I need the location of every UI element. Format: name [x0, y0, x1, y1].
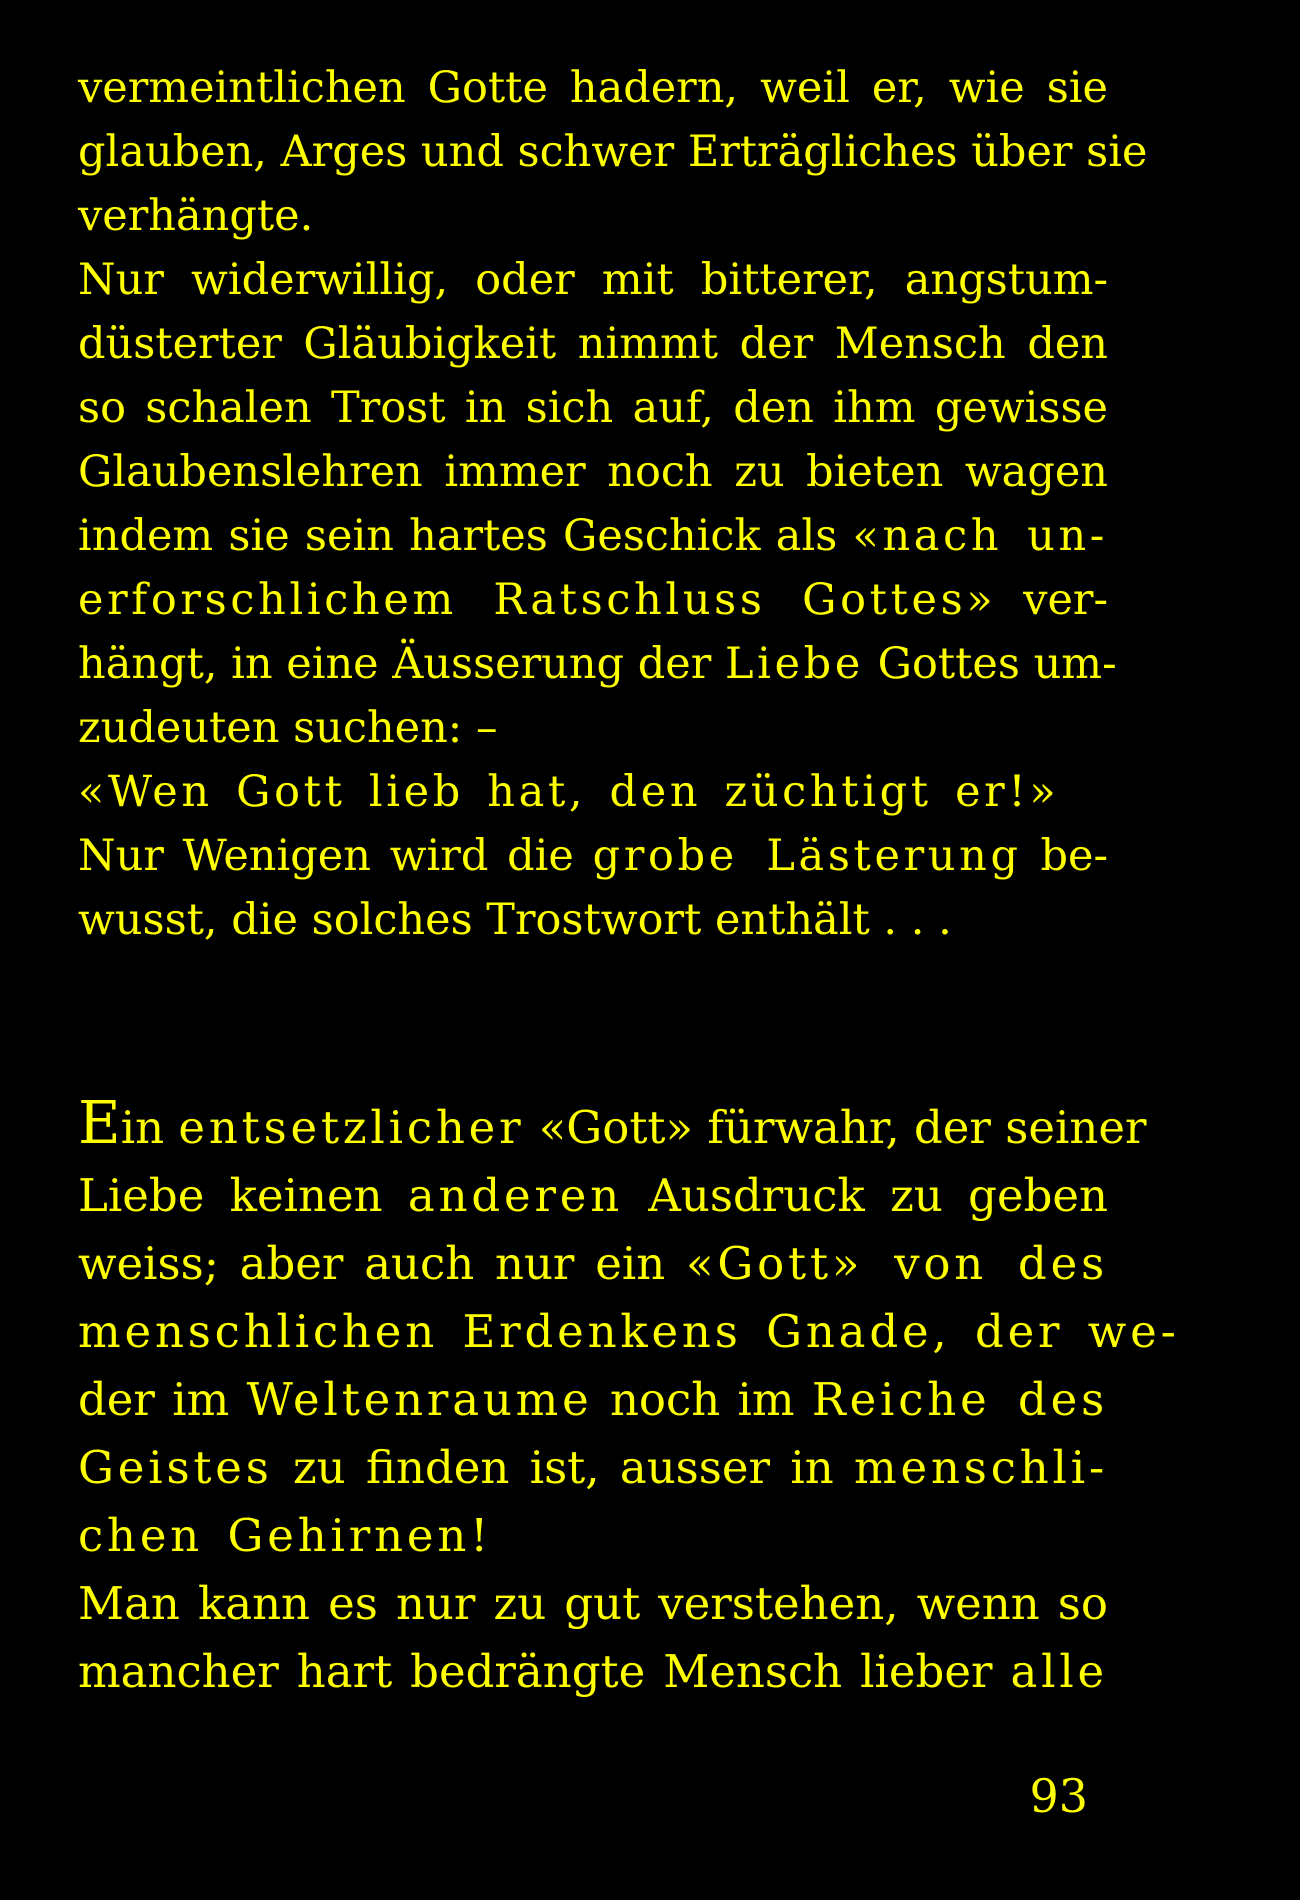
text-segment: verhängte. [78, 191, 314, 241]
text-line [78, 440, 1108, 504]
text-segment: in [120, 1101, 179, 1154]
text-line [78, 1230, 1108, 1298]
text-segment: Geistes [78, 1441, 273, 1494]
text-segment: Weltenraume [246, 1373, 593, 1426]
text-line [78, 1298, 1180, 1366]
text-segment: «Gott» von des [686, 1237, 1108, 1290]
text-line [78, 760, 1108, 824]
text-line [78, 1162, 1108, 1230]
text-segment: glauben, Arges und schwer Erträgliches über sie [78, 127, 1148, 177]
text-segment: Nur widerwillig, oder mit bitterer, angstum- [78, 255, 1108, 305]
text-segment: wusst, die solches Trostwort enthält . . . [78, 895, 952, 945]
paragraph-1 [78, 56, 1148, 952]
text-line [78, 1434, 1108, 1502]
text-line [78, 376, 1108, 440]
text-segment: anderen [407, 1169, 624, 1222]
text-segment: menschlichen Erdenkens Gnade, der we- [78, 1305, 1180, 1358]
text-line [78, 1638, 1108, 1706]
text-segment: entsetzlicher [178, 1101, 525, 1154]
text-segment: Glaubenslehren immer noch zu bieten wagen [78, 447, 1108, 497]
text-segment: indem sie sein hartes Geschick als [78, 511, 853, 561]
text-line [78, 1502, 1108, 1570]
text-segment: menschli- [854, 1441, 1108, 1494]
text-segment: zu finden ist, ausser in [272, 1441, 855, 1494]
text-line [78, 120, 1148, 184]
text-segment: zudeuten suchen: – [78, 703, 498, 753]
page-number: 93 [1029, 1769, 1088, 1823]
text-segment: düsterter Gläubigkeit nimmt der Mensch den [78, 319, 1108, 369]
text-segment: noch im [592, 1373, 812, 1426]
text-segment: Gottes um- [863, 639, 1117, 689]
text-segment: Reiche des [811, 1373, 1108, 1426]
text-segment: so schalen Trost in sich auf, den ihm gewisse [78, 383, 1108, 433]
text-block [78, 56, 1180, 1823]
text-segment: Liebe [724, 639, 864, 689]
text-segment: hängt, in eine Äusserung der [78, 639, 725, 689]
text-segment: weiss; aber auch nur ein [78, 1237, 686, 1290]
text-segment: Ausdruck zu geben [623, 1169, 1108, 1222]
text-line [78, 888, 1108, 952]
text-segment: grobe Lästerung [592, 831, 1022, 881]
text-segment: E [78, 1089, 121, 1157]
text-segment: alle [1010, 1645, 1108, 1698]
paragraph-2 [78, 1089, 1180, 1706]
text-line [78, 824, 1108, 888]
text-segment: der im [78, 1373, 247, 1426]
text-segment: ver- [996, 575, 1108, 625]
text-line [78, 248, 1108, 312]
text-segment: Man kann es nur zu gut verstehen, wenn so [78, 1577, 1108, 1630]
text-segment: mancher hart bedrängte Mensch lieber [78, 1645, 1011, 1698]
text-line [78, 632, 1117, 696]
text-line [78, 568, 1108, 632]
text-line [78, 1366, 1108, 1434]
text-segment: erforschlichem Ratschluss Gottes» [78, 575, 997, 625]
text-line [78, 504, 1108, 568]
text-line [78, 696, 1108, 760]
page-number-row [78, 1770, 1108, 1822]
text-segment: Nur Wenigen wird die [78, 831, 593, 881]
text-segment: «Gott» fürwahr, der seiner [524, 1101, 1147, 1154]
text-line [78, 1570, 1108, 1638]
text-segment: chen Gehirnen! [78, 1509, 493, 1562]
text-line [78, 312, 1108, 376]
text-segment: «Wen Gott lieb hat, den züchtigt er!» [78, 767, 1060, 817]
text-line [78, 184, 1108, 248]
text-segment: vermeintlichen Gotte hadern, weil er, wie sie [78, 63, 1108, 113]
text-segment: be- [1021, 831, 1108, 881]
text-line [78, 56, 1108, 120]
text-segment: Liebe keinen [78, 1169, 408, 1222]
text-segment: «nach un- [852, 511, 1108, 561]
text-line [78, 1089, 1147, 1162]
